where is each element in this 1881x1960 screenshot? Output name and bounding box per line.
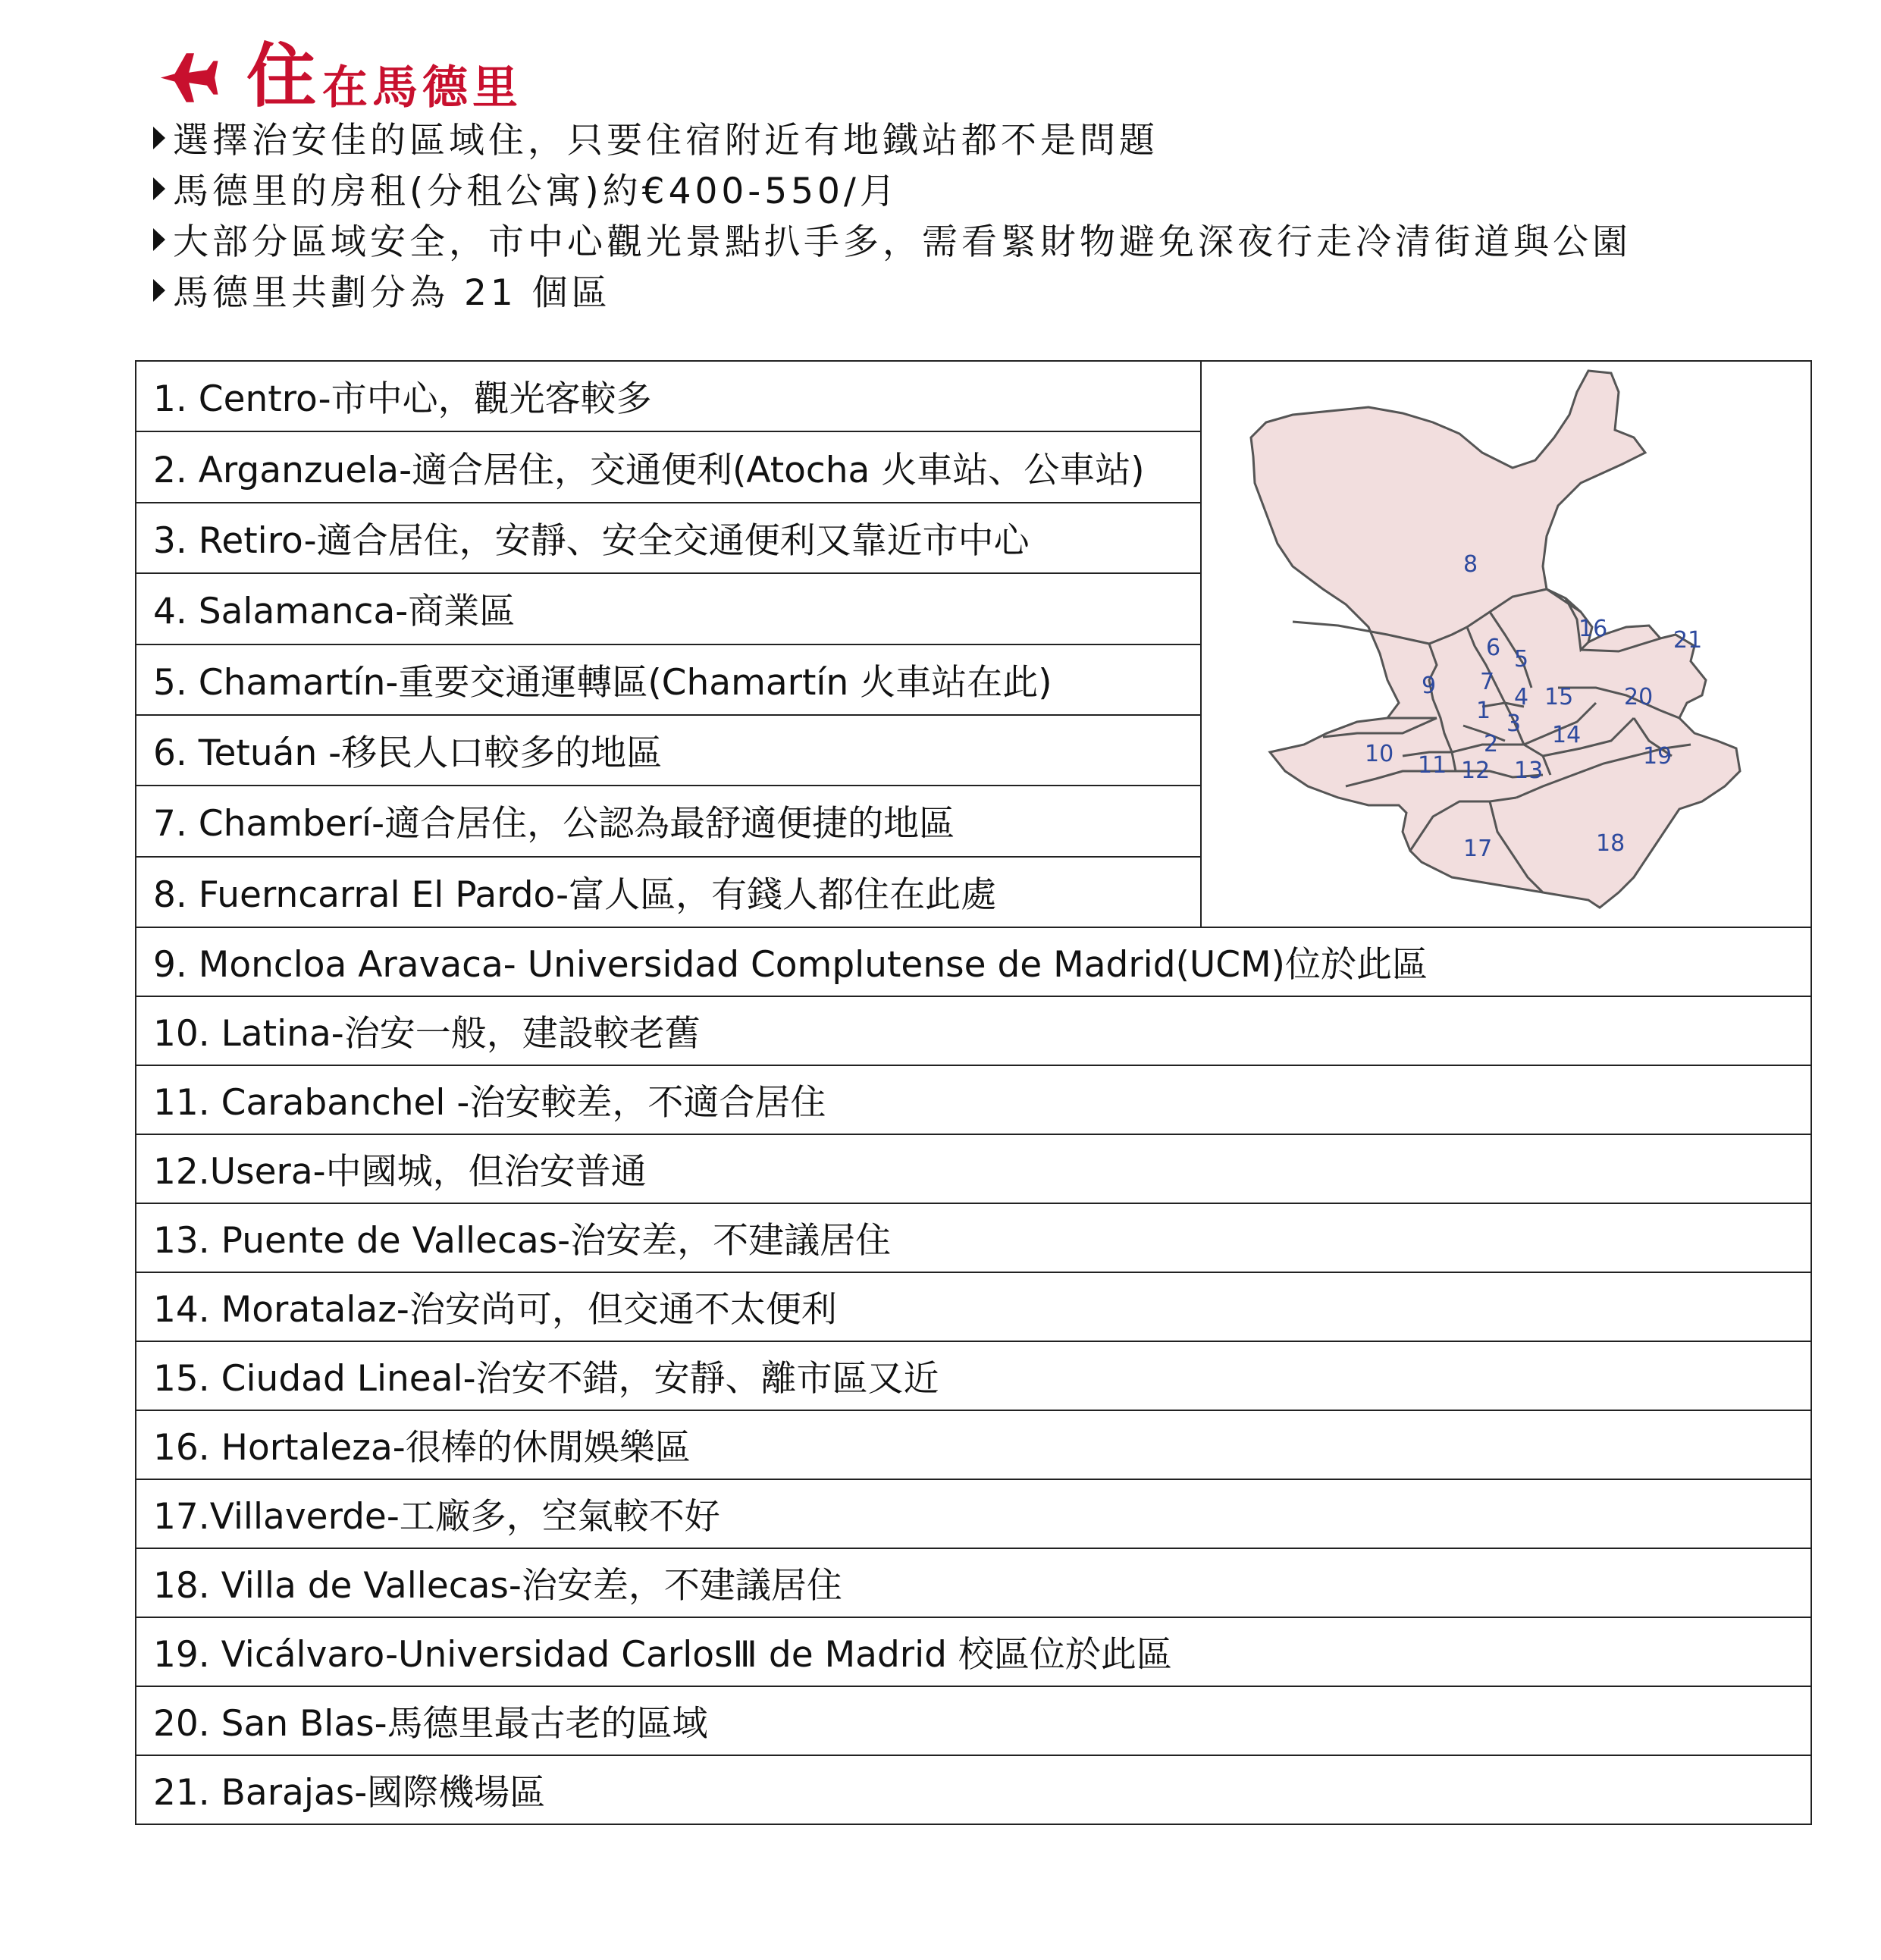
map-label-2: 2 — [1484, 731, 1499, 757]
table-row — [136, 1272, 1811, 1341]
district-cell: 9. Moncloa Aravaca- Universidad Complutense de Madrid(UCM)位於此區 — [136, 927, 1811, 996]
bullet-text: 馬德里的房租(分租公寓)約€400-550/月 — [173, 171, 899, 212]
district-cell: 14. Moratalaz-治安尚可，但交通不太便利 — [136, 1272, 1811, 1341]
table-row — [136, 1479, 1811, 1548]
map-label-14: 14 — [1552, 722, 1582, 748]
map-label-9: 9 — [1422, 673, 1437, 699]
map-label-7: 7 — [1480, 669, 1495, 695]
table-row — [136, 1686, 1811, 1755]
district-cell: 13. Puente de Vallecas-治安差，不建議居住 — [136, 1203, 1811, 1272]
map-label-15: 15 — [1544, 684, 1574, 710]
bullet-item — [153, 163, 1632, 214]
district-cell: 8. Fuerncarral El Pardo-富人區，有錢人都住在此處 — [136, 857, 1201, 927]
district-cell: 15. Ciudad Lineal-治安不錯，安靜、離市區又近 — [136, 1341, 1811, 1410]
map-label-10: 10 — [1365, 741, 1394, 767]
map-label-5: 5 — [1514, 646, 1529, 673]
district-cell: 7. Chamberí-適合居住，公認為最舒適便捷的地區 — [136, 786, 1201, 856]
page-title: 住 — [246, 36, 317, 117]
table-row — [136, 1548, 1811, 1617]
map-label-12: 12 — [1461, 757, 1491, 784]
map-label-3: 3 — [1506, 710, 1522, 737]
table-row — [136, 1617, 1811, 1686]
map-label-17: 17 — [1463, 836, 1493, 862]
map-cell — [1201, 361, 1811, 927]
bullet-list — [153, 112, 1632, 315]
bullet-item — [153, 112, 1632, 163]
table-row — [136, 1755, 1811, 1824]
table-row — [136, 927, 1811, 996]
table-row — [136, 996, 1811, 1065]
map-label-21: 21 — [1673, 627, 1703, 654]
airplane-icon — [155, 45, 220, 110]
triangle-bullet-icon — [153, 127, 165, 149]
districts-table — [135, 360, 1812, 1825]
district-cell: 12.Usera-中國城，但治安普通 — [136, 1134, 1811, 1203]
district-cell: 19. Vicálvaro-Universidad CarlosⅢ de Madrid 校區位於此區 — [136, 1617, 1811, 1686]
table-row — [136, 1341, 1811, 1410]
page-subtitle: 在馬德里 — [322, 61, 522, 114]
map-label-20: 20 — [1624, 684, 1654, 710]
triangle-bullet-icon — [153, 177, 165, 200]
triangle-bullet-icon — [153, 279, 165, 302]
district-cell: 4. Salamanca-商業區 — [136, 573, 1201, 644]
map-label-11: 11 — [1418, 752, 1447, 779]
district-cell: 11. Carabanchel -治安較差，不適合居住 — [136, 1065, 1811, 1134]
map-label-4: 4 — [1514, 684, 1529, 710]
map-label-18: 18 — [1596, 830, 1625, 857]
map-label-19: 19 — [1643, 743, 1673, 770]
map-label-1: 1 — [1476, 698, 1491, 724]
district-cell: 21. Barajas-國際機場區 — [136, 1755, 1811, 1824]
district-cell: 1. Centro-市中心，觀光客較多 — [136, 361, 1201, 431]
district-cell: 16. Hortaleza-很棒的休閒娛樂區 — [136, 1410, 1811, 1479]
bullet-item — [153, 265, 1632, 315]
table-row — [136, 361, 1811, 431]
table-row — [136, 1410, 1811, 1479]
bullet-text: 選擇治安佳的區域住，只要住宿附近有地鐵站都不是問題 — [173, 120, 1158, 162]
bullet-item — [153, 214, 1632, 265]
bullet-text: 大部分區域安全，市中心觀光景點扒手多，需看緊財物避免深夜行走冷清街道與公園 — [173, 221, 1632, 263]
table-row — [136, 1065, 1811, 1134]
table-row — [136, 1203, 1811, 1272]
map-label-6: 6 — [1486, 635, 1501, 661]
district-cell: 18. Villa de Vallecas-治安差，不建議居住 — [136, 1548, 1811, 1617]
district-cell: 10. Latina-治安一般，建設較老舊 — [136, 996, 1811, 1065]
map-label-16: 16 — [1578, 616, 1608, 642]
district-cell: 2. Arganzuela-適合居住，交通便利(Atocha 火車站、公車站) — [136, 431, 1201, 502]
district-cell: 3. Retiro-適合居住，安靜、安全交通便利又靠近市中心 — [136, 503, 1201, 573]
triangle-bullet-icon — [153, 228, 165, 251]
district-cell: 20. San Blas-馬德里最古老的區域 — [136, 1686, 1811, 1755]
map-label-13: 13 — [1514, 757, 1544, 784]
bullet-text: 馬德里共劃分為 21 個區 — [173, 272, 611, 314]
district-cell: 17.Villaverde-工廠多，空氣較不好 — [136, 1479, 1811, 1548]
district-cell: 5. Chamartín-重要交通運轉區(Chamartín 火車站在此) — [136, 644, 1201, 715]
madrid-district-map — [1224, 362, 1801, 927]
table-row — [136, 1134, 1811, 1203]
district-cell: 6. Tetuán -移民人口較多的地區 — [136, 715, 1201, 786]
map-label-8: 8 — [1463, 551, 1478, 578]
